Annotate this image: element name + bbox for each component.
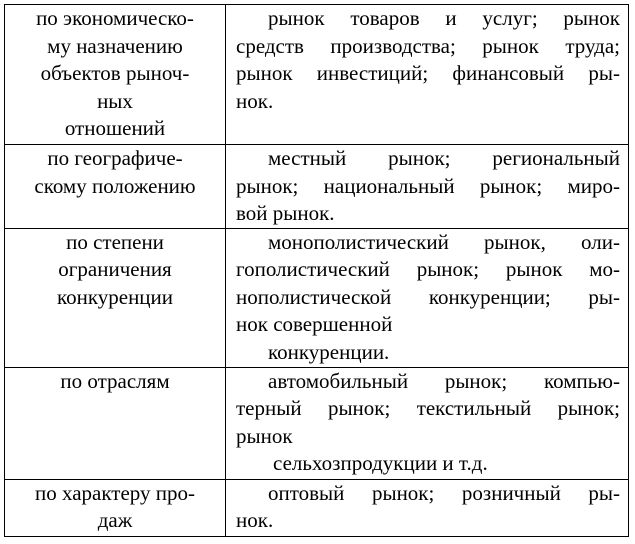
criterion-cell bbox=[5, 228, 226, 367]
market-types-line: нок. bbox=[236, 508, 274, 532]
table-row bbox=[5, 479, 629, 536]
market-types-cell bbox=[226, 479, 629, 536]
market-types-line: нок. bbox=[236, 88, 274, 113]
table-row bbox=[5, 145, 629, 229]
market-types-cell bbox=[226, 228, 629, 367]
market-types-line: сельхозпродукции и т.д. bbox=[273, 451, 488, 475]
market-types-line: нополистической конкуренции; ры- bbox=[236, 284, 620, 309]
criterion-line: отношений bbox=[64, 116, 166, 140]
criterion-line: ограничения bbox=[58, 257, 172, 281]
criterion-cell bbox=[5, 367, 226, 479]
market-types-line: рынок товаров и услуг; рынок bbox=[268, 6, 620, 30]
criterion-line: по степени bbox=[66, 229, 164, 254]
market-types-line: местный рынок; региональный bbox=[268, 146, 620, 170]
criterion-line: му назначению bbox=[47, 33, 183, 58]
table-row bbox=[5, 228, 629, 367]
market-types-line: оптовый рынок; розничный ры- bbox=[268, 480, 620, 505]
market-types-line: рынок инвестиций; финансовый ры- bbox=[236, 61, 620, 85]
criterion-line: по отраслям bbox=[60, 368, 170, 393]
market-types-line: рынок; национальный рынок; миро- bbox=[236, 173, 620, 198]
market-types-line: нок совершенной bbox=[236, 312, 393, 336]
criterion-line: ных bbox=[97, 88, 133, 113]
criterion-line: объектов рыноч- bbox=[40, 61, 190, 85]
criterion-line: по географиче- bbox=[47, 146, 183, 170]
criterion-cell bbox=[5, 479, 226, 536]
market-types-line: гополистический рынок; рынок мо- bbox=[236, 257, 620, 281]
market-types-cell bbox=[226, 367, 629, 479]
criterion-line: по характеру про- bbox=[35, 480, 195, 505]
market-types-line: конкуренции. bbox=[268, 339, 390, 364]
market-types-cell bbox=[226, 145, 629, 229]
market-types-line: средств производства; рынок труда; bbox=[236, 33, 620, 58]
criterion-line: по экономическо- bbox=[36, 6, 194, 30]
market-types-cell bbox=[226, 5, 629, 145]
market-types-line: рынок bbox=[236, 423, 293, 448]
criterion-cell bbox=[5, 5, 226, 145]
market-types-line: терный рынок; текстильный рынок; bbox=[236, 396, 620, 420]
criterion-line: конкуренции bbox=[56, 284, 174, 309]
market-types-line: автомобильный рынок; компью- bbox=[268, 368, 620, 393]
table-row bbox=[5, 5, 629, 145]
market-types-line: монополистический рынок, оли- bbox=[268, 229, 620, 254]
market-classification-table bbox=[4, 4, 629, 537]
criterion-line: скому положению bbox=[34, 173, 196, 198]
market-types-line: вой рынок. bbox=[236, 201, 335, 225]
table-row bbox=[5, 367, 629, 479]
criterion-line: даж bbox=[97, 508, 133, 532]
criterion-cell bbox=[5, 145, 226, 229]
